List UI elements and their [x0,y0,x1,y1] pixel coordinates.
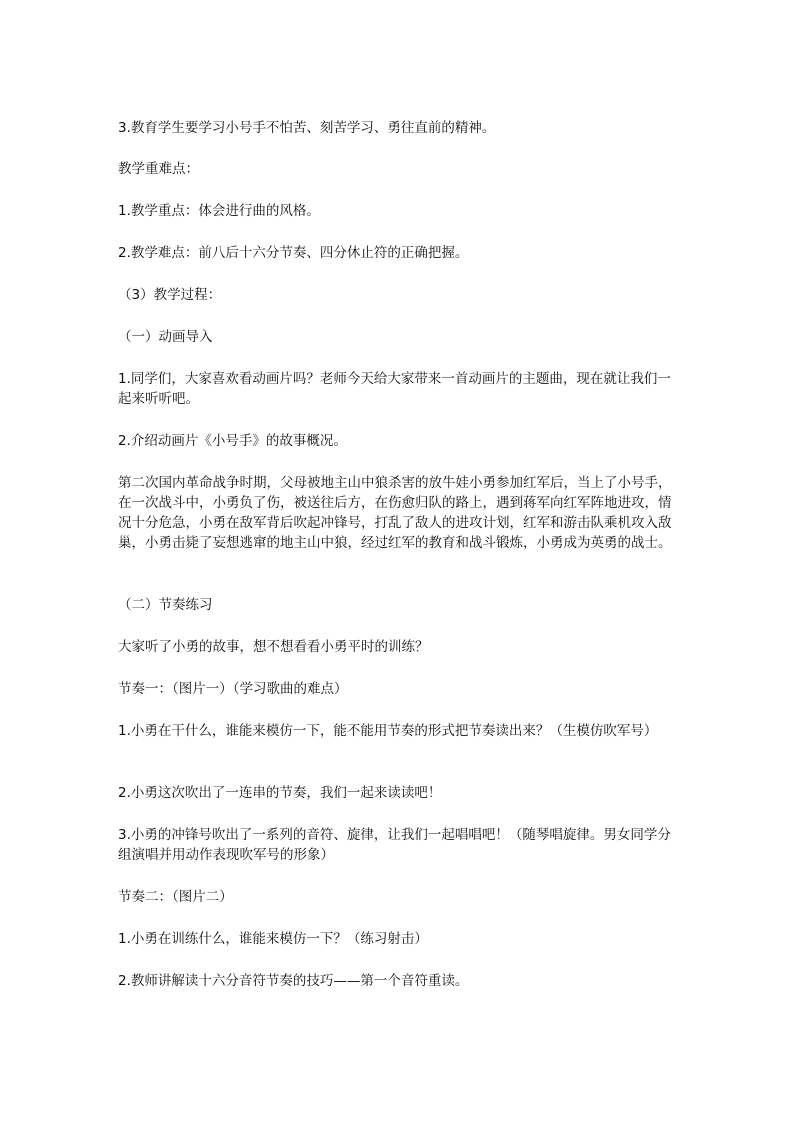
section-1-item-2: 2.介绍动画片《小号手》的故事概况。 [118,433,347,449]
section-1-heading: （一）动画导入 [118,329,213,345]
rhythm-2-item-2: 2.教师讲解读十六分音符节奏的技巧——第一个音符重读。 [118,973,469,989]
story-paragraph: 第二次国内革命战争时期，父母被地主山中狼杀害的放牛娃小勇参加红军后，当上了小号手，在一次战斗中，小勇负了伤，被送往后方，在伤愈归队的路上，遇到蒋军向红军阵地进攻，情况十分危急，小勇在敌军背后吹起冲锋号，打乱了敌人的进攻计划，红军和游击队乘机攻入敌巢，小勇击毙了妄想逃窜的地主山中狼，经过红军的教育和战斗锻炼，小勇成为英勇的战士。 [118,475,672,551]
rhythm-1-item-3: 3.小勇的冲锋号吹出了一系列的音符、旋律，让我们一起唱唱吧！（随琴唱旋律。男女同学分组演唱并用动作表现吹军号的形象） [118,827,671,863]
rhythm-2-item-1: 1.小勇在训练什么，谁能来模仿一下？（练习射击） [118,931,428,947]
objective-3: 3.教育学生要学习小号手不怕苦、刻苦学习、勇往直前的精神。 [118,120,496,136]
rhythm-2-heading: 节奏二：（图片二） [118,889,233,905]
rhythm-1-item-1: 1.小勇在干什么，谁能来模仿一下，能不能用节奏的形式把节奏读出来？（生模仿吹军号） [118,723,658,739]
rhythm-1-heading: 节奏一：（图片一）（学习歌曲的难点） [118,681,348,697]
teaching-process-heading: （3）教学过程： [118,287,222,303]
section-1-item-1: 1.同学们，大家喜欢看动画片吗？老师今天给大家带来一首动画片的主题曲，现在就让我们一起来听听吧。 [118,371,671,407]
section-2-heading: （二）节奏练习 [118,597,213,613]
section-2-intro: 大家听了小勇的故事，想不想看看小勇平时的训练？ [118,639,429,655]
key-difficult-points-heading: 教学重难点： [118,161,199,177]
key-point: 1.教学重点：体会进行曲的风格。 [118,203,320,219]
difficult-point: 2.教学难点：前八后十六分节奏、四分休止符的正确把握。 [118,245,469,261]
rhythm-1-item-2: 2.小勇这次吹出了一连串的节奏，我们一起来读读吧！ [118,785,442,801]
